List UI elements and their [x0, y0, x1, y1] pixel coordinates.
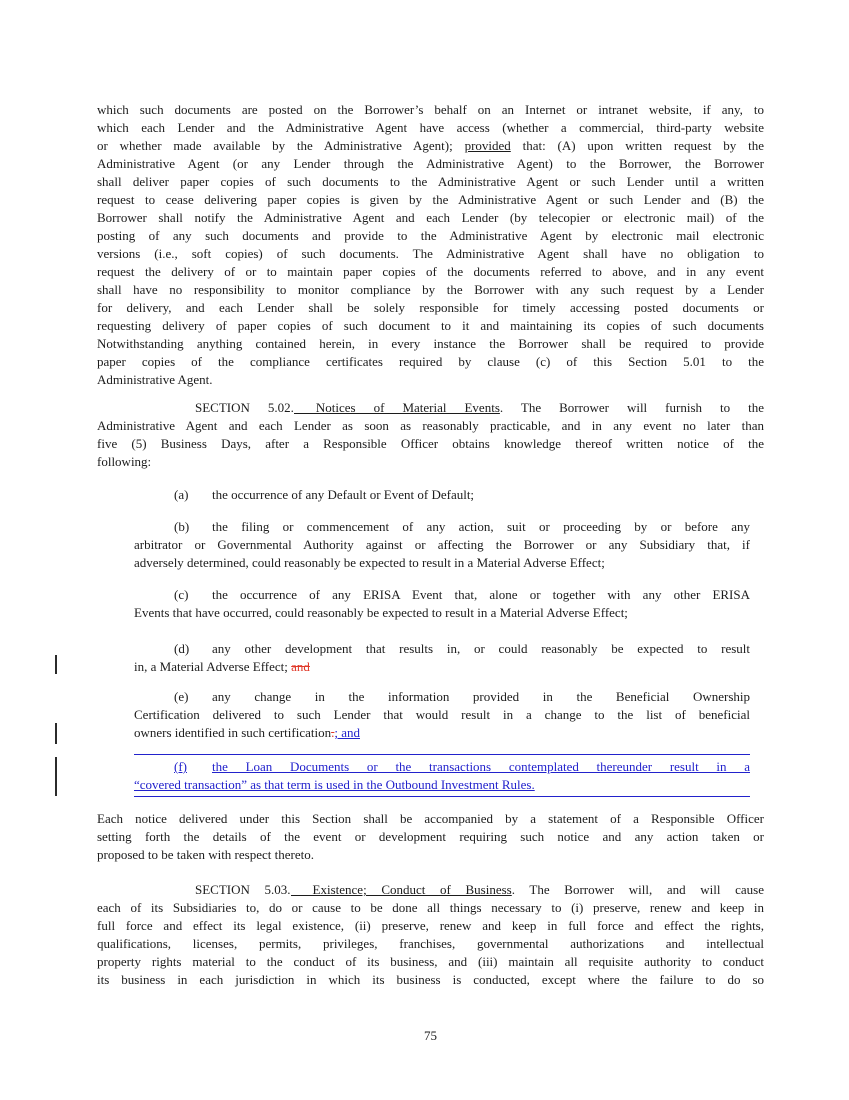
inserted-paragraph-end-underline — [134, 796, 750, 797]
text-segment: any other development that results in, or could reasonably be expected to result — [212, 641, 750, 656]
paragraph-notice-statement-line-1 — [97, 810, 764, 828]
item-e-line-1 — [134, 688, 750, 706]
paragraph-section-503-line-3 — [97, 917, 764, 935]
paragraph-notice-statement — [97, 810, 764, 864]
text-segment: full force and effect its legal existence, (ii) preserve, renew and keep in full force and effect the rights, — [97, 918, 764, 933]
item-marker-label: (b) — [174, 519, 190, 534]
text-segment: Administrative Agent (or any Lender through the Administrative Agent) to the Borrower, the Borrower — [97, 156, 764, 171]
text-segment: request to cease delivering paper copies is given by the Administrative Agent or such Lender and (B) the — [97, 192, 764, 207]
text-segment: the filing or commencement of any action, suit or proceeding by or before any — [212, 519, 750, 534]
text-segment: which such documents are posted on the Borrower’s behalf on an Internet or intranet website, if any, to — [97, 102, 764, 117]
text-segment: Existence; Conduct of Business — [312, 882, 512, 897]
paragraph-section-502-line-3 — [97, 435, 764, 453]
item-c — [134, 586, 750, 622]
item-b-line-1 — [134, 518, 750, 536]
item-marker-label: (f) — [174, 759, 187, 774]
paragraph-section-501-continuation-line-4 — [97, 155, 764, 173]
text-segment: shall deliver paper copies of such documents to the Administrative Agent or such Lender until a written — [97, 174, 764, 189]
paragraph-section-501-continuation-line-11 — [97, 281, 764, 299]
item-d — [134, 640, 750, 676]
text-segment: Borrower shall notify the Administrative Agent and each Lender (by telecopier or electronic mail) of the — [97, 210, 764, 225]
page-number: 75 — [424, 1028, 437, 1043]
paragraph-section-501-continuation-line-15 — [97, 353, 764, 371]
text-segment: provided — [464, 138, 511, 153]
paragraph-section-503-line-4 — [97, 935, 764, 953]
text-segment: in, a Material Adverse Effect; — [134, 659, 292, 674]
paragraph-section-501-continuation-line-2 — [97, 119, 764, 137]
paragraph-section-501-continuation-line-14 — [97, 335, 764, 353]
item-f — [134, 758, 750, 794]
text-segment: . The Borrower will, and will cause — [511, 882, 765, 897]
item-b-line-3 — [134, 554, 750, 572]
text-segment: paper copies of the compliance certificates required by clause (c) of this Section 5.01 to the — [97, 354, 764, 369]
item-marker — [174, 688, 212, 706]
text-segment: Administrative Agent. — [97, 372, 213, 387]
item-marker-label: (a) — [174, 487, 189, 502]
text-segment: owners identified in such certification — [134, 725, 332, 740]
text-segment: shall have no responsibility to monitor compliance by the Borrower with any such request by a Lender — [97, 282, 764, 297]
item-marker — [174, 640, 212, 658]
paragraph-section-501-continuation-line-5 — [97, 173, 764, 191]
underlined-tab — [294, 401, 316, 414]
item-d-line-2 — [134, 658, 750, 676]
item-a-line-1 — [134, 486, 750, 504]
item-e-line-2 — [134, 706, 750, 724]
paragraph-section-501-continuation-line-9 — [97, 245, 764, 263]
text-segment: the occurrence of any Default or Event of Default; — [212, 487, 475, 502]
paragraph-notice-statement-line-3 — [97, 846, 764, 864]
text-segment: which each Lender and the Administrative Agent have access (whether a commercial, third-party website — [97, 120, 764, 135]
item-b — [134, 518, 750, 572]
item-marker-label: (d) — [174, 641, 190, 656]
text-segment: requesting delivery of paper copies of such document to it and maintaining its copies of such documents — [97, 318, 764, 333]
text-segment: . The Borrower will furnish to the — [499, 400, 765, 415]
item-marker — [174, 486, 212, 504]
text-segment: Each notice delivered under this Section shall be accompanied by a statement of a Responsible Officer — [97, 811, 764, 826]
text-segment: Notwithstanding anything contained herein, in every instance the Borrower shall be required to provide — [97, 336, 764, 351]
paragraph-section-501-continuation-line-10 — [97, 263, 764, 281]
paragraph-section-501-continuation-line-8 — [97, 227, 764, 245]
item-marker-label: (c) — [174, 587, 189, 602]
paragraph-section-501-continuation-line-7 — [97, 209, 764, 227]
change-bar-1 — [55, 655, 57, 674]
text-segment: arbitrator or Governmental Authority against or affecting the Borrower or any Subsidiary that, if — [134, 537, 750, 552]
text-segment: Administrative Agent and each Lender as soon as reasonably practicable, and in any event no later than — [97, 418, 764, 433]
paragraph-section-503-line-2 — [97, 899, 764, 917]
text-segment: SECTION 5.02. — [195, 400, 294, 415]
paragraph-section-503-line-5 — [97, 953, 764, 971]
change-bar-3 — [55, 757, 57, 796]
text-segment: or whether made available by the Administrative Agent); — [97, 138, 465, 153]
text-segment: Certification delivered to such Lender that would result in a change to the list of beneficial — [134, 707, 750, 722]
text-segment: posting of any such documents and provide to the Administrative Agent by electronic mail electronic — [97, 228, 764, 243]
deleted-text: . — [331, 725, 335, 740]
inserted-text: “covered transaction” as that term is used in the Outbound Investment Rules. — [134, 777, 535, 792]
item-e — [134, 688, 750, 742]
paragraph-section-502-line-1 — [97, 399, 764, 417]
item-f-line-2 — [134, 776, 750, 794]
text-segment: each of its Subsidiaries to, do or cause to be done all things necessary to (i) preserve, renew and keep in — [97, 900, 764, 915]
paragraph-notice-statement-line-2 — [97, 828, 764, 846]
item-marker — [174, 586, 212, 604]
paragraph-section-501-continuation-line-6 — [97, 191, 764, 209]
underlined-tab — [291, 883, 313, 896]
item-c-line-2 — [134, 604, 750, 622]
item-marker-label: (e) — [174, 689, 189, 704]
deleted-text: and — [291, 659, 310, 674]
text-segment: versions (i.e., soft copies) of such documents. The Administrative Agent shall have no obligation to — [97, 246, 764, 261]
text-segment: the occurrence of any ERISA Event that, alone or together with any other ERISA — [212, 587, 750, 602]
paragraph-section-503 — [97, 881, 764, 989]
text-segment: setting forth the details of the event or development requiring such notice and any action taken or — [97, 829, 764, 844]
text-segment: that: (A) upon written request by the — [510, 138, 764, 153]
text-segment: property rights material to the conduct of its business, and (iii) maintain all requisite authority to conduct — [97, 954, 764, 969]
text-segment: request the delivery of or to maintain paper copies of the documents referred to above, and in any event — [97, 264, 764, 279]
text-segment: Notices of Material Events — [315, 400, 500, 415]
text-segment: SECTION 5.03. — [195, 882, 291, 897]
text-segment: following: — [97, 454, 152, 469]
paragraph-section-501-continuation-line-1 — [97, 101, 764, 119]
paragraph-section-501-continuation-line-12 — [97, 299, 764, 317]
text-segment: five (5) Business Days, after a Responsible Officer obtains knowledge thereof written notice of the — [97, 436, 764, 451]
item-marker — [174, 758, 212, 776]
item-marker — [174, 518, 212, 536]
paragraph-section-502-line-2 — [97, 417, 764, 435]
text-segment: qualifications, licenses, permits, privileges, franchises, governmental authorizations and intellectual — [97, 936, 764, 951]
text-segment: any change in the information provided in the Beneficial Ownership — [212, 689, 750, 704]
paragraph-section-501-continuation — [97, 101, 764, 389]
text-segment: adversely determined, could reasonably be expected to result in a Material Adverse Effect; — [134, 555, 605, 570]
item-a — [134, 486, 750, 504]
paragraph-section-502 — [97, 399, 764, 471]
inserted-text: the Loan Documents or the transactions contemplated thereunder result in a — [212, 759, 750, 774]
paragraph-section-501-continuation-line-13 — [97, 317, 764, 335]
item-f-line-1 — [134, 758, 750, 776]
text-segment: Events that have occurred, could reasonably be expected to result in a Material Adverse Effect; — [134, 605, 628, 620]
inserted-text: ; and — [334, 725, 360, 740]
paragraph-section-503-line-6 — [97, 971, 764, 989]
item-c-line-1 — [134, 586, 750, 604]
item-e-line-3 — [134, 724, 750, 742]
item-b-line-2 — [134, 536, 750, 554]
text-segment: for delivery, and each Lender shall be solely responsible for timely accessing posted documents or — [97, 300, 764, 315]
item-d-line-1 — [134, 640, 750, 658]
paragraph-section-503-line-1 — [97, 881, 764, 899]
text-segment: its business in each jurisdiction in which its business is conducted, except where the failure to do so — [97, 972, 764, 987]
inserted-blank-line-underline — [134, 754, 750, 755]
paragraph-section-501-continuation-line-3 — [97, 137, 764, 155]
paragraph-section-502-line-4 — [97, 453, 764, 471]
paragraph-section-501-continuation-line-16 — [97, 371, 764, 389]
change-bar-2 — [55, 723, 57, 744]
text-segment: proposed to be taken with respect thereto. — [97, 847, 314, 862]
